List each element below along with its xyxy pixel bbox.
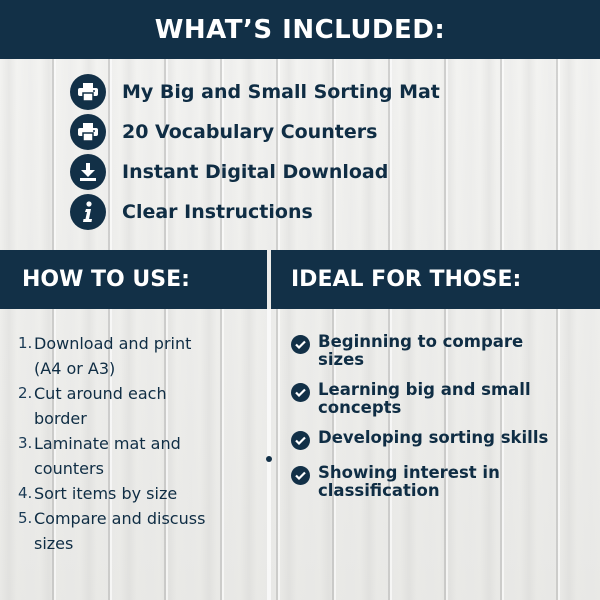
step-text: Sort items by size xyxy=(34,484,178,503)
printer-icon xyxy=(70,114,106,150)
included-label: Instant Digital Download xyxy=(122,161,389,183)
step-number: 5. xyxy=(18,509,33,527)
step-item xyxy=(18,481,258,506)
step-text: Compare and discuss sizes xyxy=(34,509,206,553)
check-circle-icon xyxy=(291,383,310,402)
step-text: Laminate mat and counters xyxy=(34,434,181,478)
ideal-item xyxy=(291,333,591,369)
step-text: Download and print (A4 or A3) xyxy=(34,334,192,378)
check-circle-icon xyxy=(291,431,310,450)
included-label: Clear Instructions xyxy=(122,201,313,223)
info-icon xyxy=(70,194,106,230)
how-to-use-steps xyxy=(18,331,258,556)
printer-icon xyxy=(70,74,106,110)
step-number: 3. xyxy=(18,434,33,452)
included-item-counters xyxy=(70,112,440,152)
how-to-use-title: HOW TO USE: xyxy=(22,267,190,292)
ideal-item xyxy=(291,429,591,450)
included-item-sorting-mat xyxy=(70,72,440,112)
step-item xyxy=(18,381,258,431)
ideal-text: Showing interest in classification xyxy=(318,463,500,500)
step-item xyxy=(18,331,258,381)
how-to-use-banner xyxy=(0,250,267,309)
included-item-instructions xyxy=(70,192,440,232)
included-label: 20 Vocabulary Counters xyxy=(122,121,378,143)
step-item xyxy=(18,506,258,556)
step-text: Cut around each border xyxy=(34,384,167,428)
download-icon xyxy=(70,154,106,190)
ideal-for-banner xyxy=(271,250,600,309)
step-number: 1. xyxy=(18,334,33,352)
ideal-text: Learning big and small concepts xyxy=(318,380,531,417)
check-circle-icon xyxy=(291,466,310,485)
ideal-item xyxy=(291,464,591,500)
included-list xyxy=(70,72,440,232)
ideal-text: Developing sorting skills xyxy=(318,428,549,447)
ideal-for-list xyxy=(291,333,591,512)
step-number: 4. xyxy=(18,484,33,502)
check-circle-icon xyxy=(291,335,310,354)
ideal-text: Beginning to compare sizes xyxy=(318,332,524,369)
included-label: My Big and Small Sorting Mat xyxy=(122,81,440,103)
ideal-item xyxy=(291,381,591,417)
included-item-download xyxy=(70,152,440,192)
divider-dot xyxy=(266,456,272,462)
ideal-for-title: IDEAL FOR THOSE: xyxy=(291,267,522,292)
column-divider xyxy=(267,309,271,600)
whats-included-title: WHAT’S INCLUDED: xyxy=(154,14,446,45)
step-number: 2. xyxy=(18,384,33,402)
whats-included-banner xyxy=(0,0,600,59)
step-item xyxy=(18,431,258,481)
